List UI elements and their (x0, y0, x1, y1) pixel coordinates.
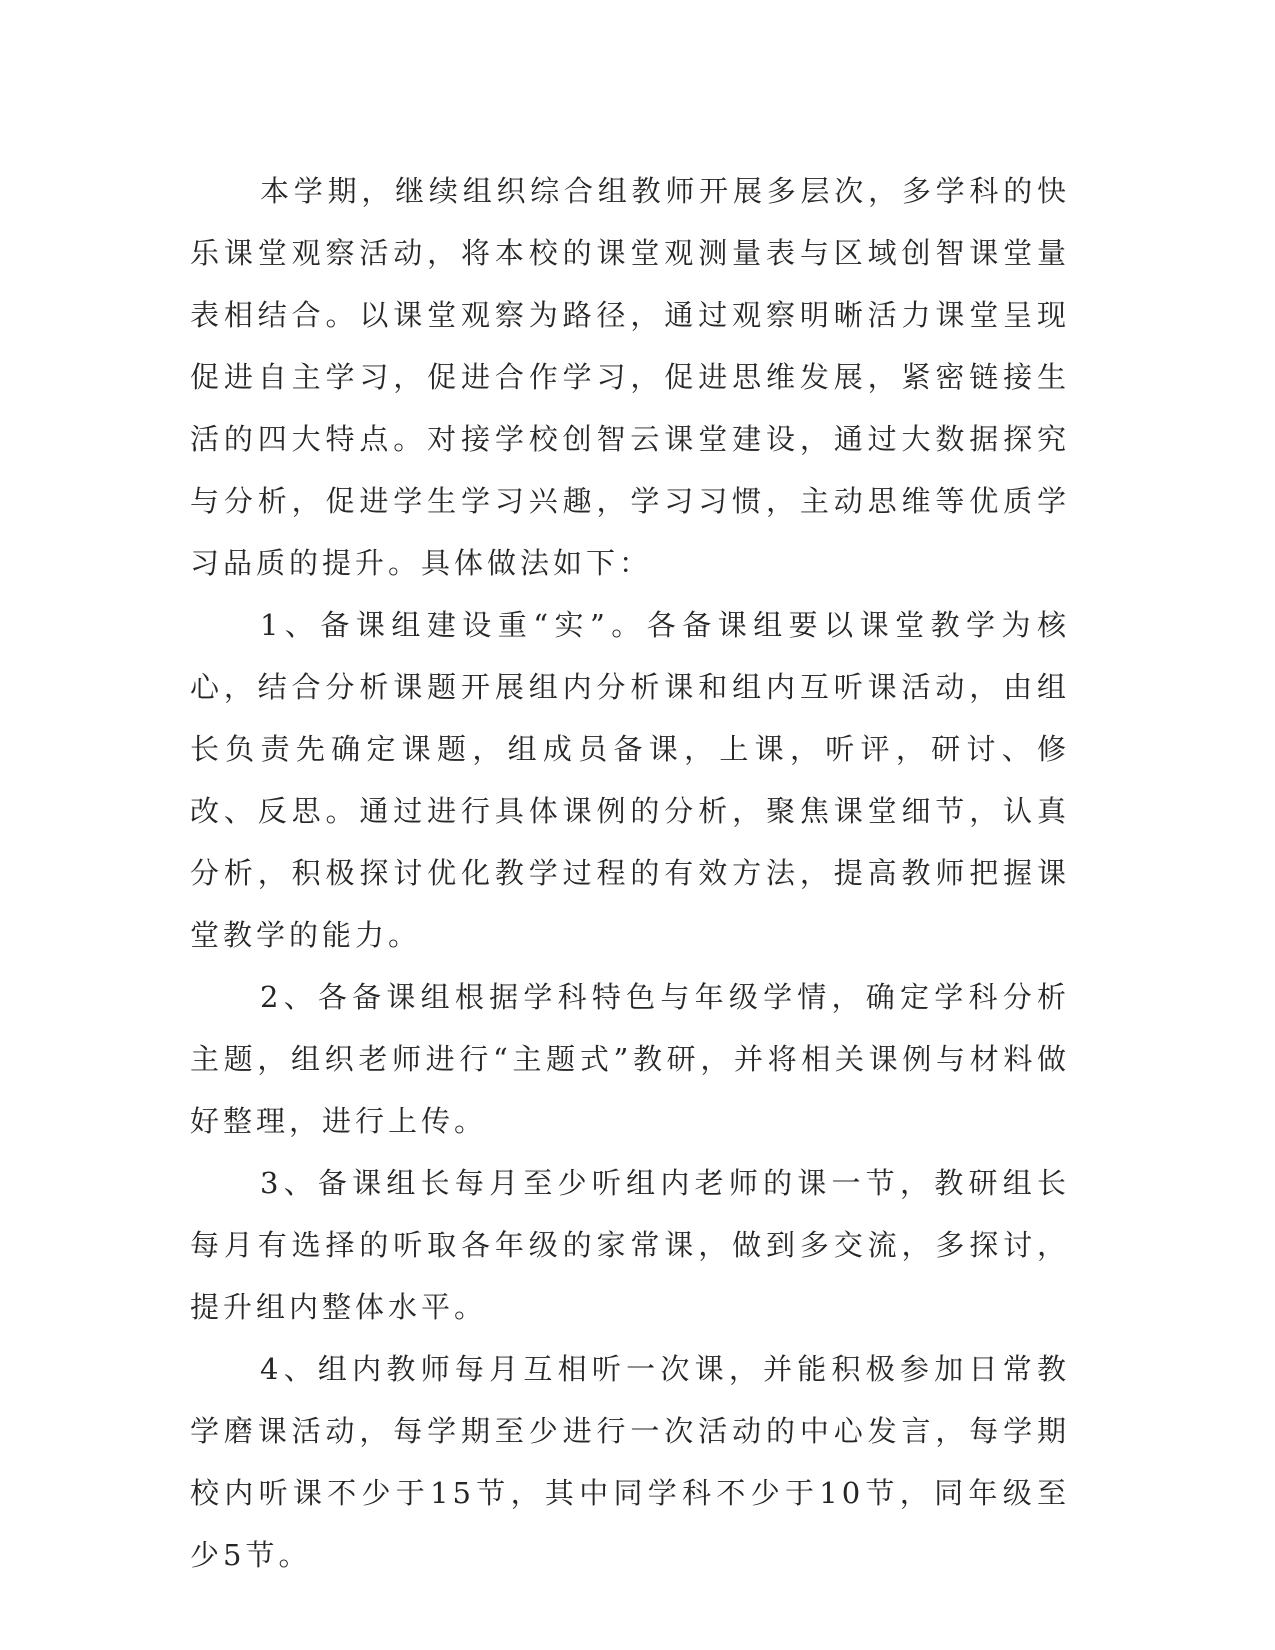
document-body (190, 160, 1070, 1586)
paragraph-item-2: 2、各备课组根据学科特色与年级学情，确定学科分析主题，组织老师进行“主题式”教研，并将相关课例与材料做好整理，进行上传。 (190, 980, 1070, 1138)
paragraph-intro: 本学期，继续组织综合组教师开展多层次，多学科的快乐课堂观察活动，将本校的课堂观测量表与区域创智课堂量表相结合。以课堂观察为路径，通过观察明晰活力课堂呈现促进自主学习，促进合作学习，促进思维发展，紧密链接生活的四大特点。对接学校创智云课堂建设，通过大数据探究与分析，促进学生学习兴趣，学习习惯，主动思维等优质学习品质的提升。具体做法如下： (190, 174, 1070, 580)
paragraph-item-3: 3、备课组长每月至少听组内老师的课一节，教研组长每月有选择的听取各年级的家常课，做到多交流，多探讨，提升组内整体水平。 (190, 1166, 1070, 1324)
paragraph-item-1: 1、备课组建设重“实”。各备课组要以课堂教学为核心，结合分析课题开展组内分析课和组内互听课活动，由组长负责先确定课题，组成员备课，上课，听评，研讨、修改、反思。通过进行具体课例的分析，聚焦课堂细节，认真分析，积极探讨优化教学过程的有效方法，提高教师把握课堂教学的能力。 (190, 608, 1070, 952)
paragraph-item-4: 4、组内教师每月互相听一次课，并能积极参加日常教学磨课活动，每学期至少进行一次活动的中心发言，每学期校内听课不少于15节，其中同学科不少于10节，同年级至少5节。 (190, 1352, 1070, 1572)
